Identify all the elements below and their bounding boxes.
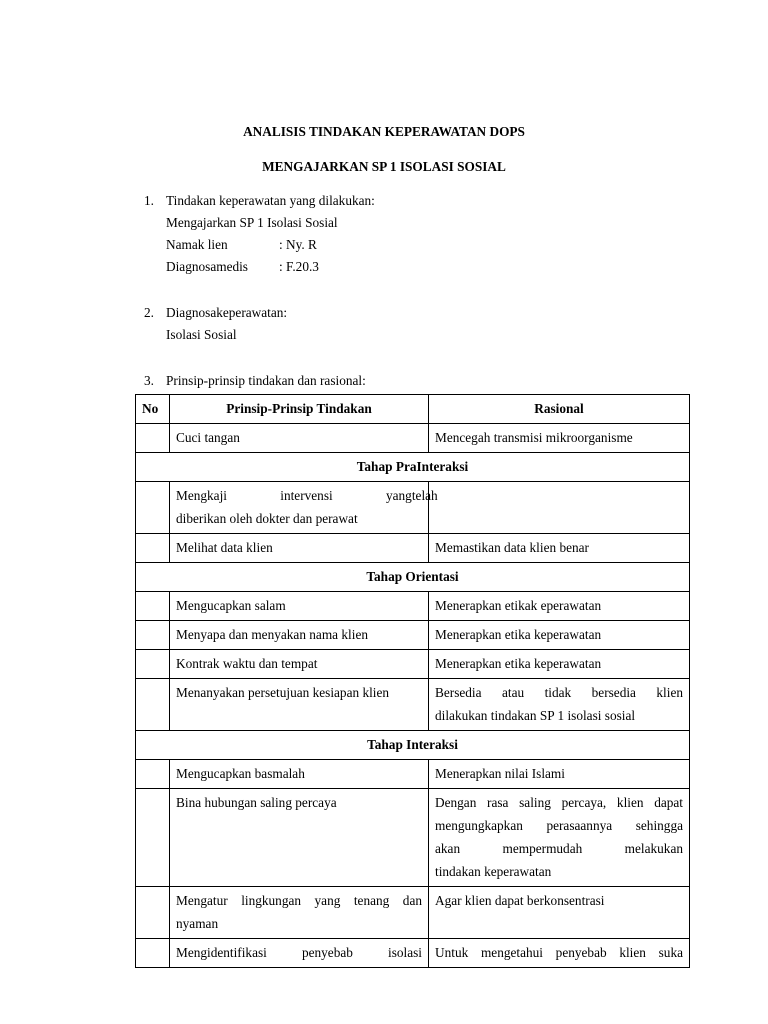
principle-cell: Kontrak waktu dan tempat <box>170 650 429 679</box>
principle-line-1: Mengidentifikasi penyebab isolasi <box>176 945 422 960</box>
table-row <box>136 592 690 621</box>
row-no <box>136 621 170 650</box>
row-no <box>136 939 170 968</box>
stage-prainteraksi: Tahap PraInteraksi <box>136 453 690 482</box>
stage-row <box>136 453 690 482</box>
section-2-number: 2. <box>144 305 154 320</box>
row-no <box>136 534 170 563</box>
row-no <box>136 424 170 453</box>
rationale-cell: Memastikan data klien benar <box>429 534 690 563</box>
medical-diagnosis-value: : F.20.3 <box>279 259 319 274</box>
principle-line-1-right: telah <box>411 488 438 503</box>
principle-cell: Melihat data klien <box>170 534 429 563</box>
row-no <box>136 887 170 939</box>
rationale-cell <box>429 482 690 534</box>
rationale-cell: Mencegah transmisi mikroorganisme <box>429 424 690 453</box>
section-1-number: 1. <box>144 193 154 208</box>
principle-line-1-left: Mengkaji intervensi yang <box>176 488 412 503</box>
section-2-heading: Diagnosakeperawatan: <box>166 305 288 320</box>
principle-cell <box>170 887 429 939</box>
section-1-action: Mengajarkan SP 1 Isolasi Sosial <box>166 215 338 230</box>
section-3-heading: Prinsip-prinsip tindakan dan rasional: <box>166 373 366 388</box>
document-title: ANALISIS TINDAKAN KEPERAWATAN DOPS <box>243 124 525 139</box>
medical-diagnosis-label: Diagnosamedis <box>166 259 248 274</box>
rationale-line-1: Bersedia atau tidak bersedia klien <box>435 685 683 700</box>
rationale-line-2: dilakukan tindakan SP 1 isolasi sosial <box>435 708 636 723</box>
row-no <box>136 482 170 534</box>
row-no <box>136 760 170 789</box>
rationale-line-4: tindakan keperawatan <box>435 864 552 879</box>
table-row <box>136 887 690 939</box>
rationale-cell: Menerapkan etika keperawatan <box>429 621 690 650</box>
table-row <box>136 424 690 453</box>
principle-cell: Bina hubungan saling percaya <box>170 789 429 887</box>
rationale-line-3: akan mempermudah melakukan <box>435 841 683 856</box>
section-3-number: 3. <box>144 373 154 388</box>
nursing-diagnosis-value: Isolasi Sosial <box>166 327 237 342</box>
principle-cell: Cuci tangan <box>170 424 429 453</box>
table-row <box>136 760 690 789</box>
header-rationale: Rasional <box>429 395 690 424</box>
stage-row <box>136 563 690 592</box>
row-no <box>136 679 170 731</box>
principle-cell: Mengucapkan basmalah <box>170 760 429 789</box>
rationale-line-2: mengungkapkan perasaannya sehingga <box>435 818 683 833</box>
rationale-cell: Menerapkan nilai Islami <box>429 760 690 789</box>
table-row <box>136 939 690 968</box>
rationale-cell <box>429 939 690 968</box>
row-no <box>136 650 170 679</box>
table-row <box>136 679 690 731</box>
rationale-cell: Menerapkan etikak eperawatan <box>429 592 690 621</box>
table-row <box>136 789 690 887</box>
table-row <box>136 482 690 534</box>
table-row <box>136 621 690 650</box>
table-row <box>136 534 690 563</box>
principles-table <box>135 394 690 968</box>
stage-interaksi: Tahap Interaksi <box>136 731 690 760</box>
principle-line-1: Mengatur lingkungan yang tenang dan <box>176 893 422 908</box>
principle-cell <box>170 939 429 968</box>
row-no <box>136 789 170 887</box>
rationale-cell: Agar klien dapat berkonsentrasi <box>429 887 690 939</box>
stage-orientasi: Tahap Orientasi <box>136 563 690 592</box>
principle-line-2: diberikan oleh dokter dan perawat <box>176 511 358 526</box>
rationale-cell: Menerapkan etika keperawatan <box>429 650 690 679</box>
table-row <box>136 650 690 679</box>
principle-cell: Mengucapkan salam <box>170 592 429 621</box>
client-name-label: Namak lien <box>166 237 228 252</box>
rationale-line-1: Untuk mengetahui penyebab klien suka <box>435 945 683 960</box>
table-header-row <box>136 395 690 424</box>
row-no <box>136 592 170 621</box>
section-1-heading: Tindakan keperawatan yang dilakukan: <box>166 193 375 208</box>
header-principles: Prinsip-Prinsip Tindakan <box>170 395 429 424</box>
principle-cell: Menyapa dan menyakan nama klien <box>170 621 429 650</box>
stage-row <box>136 731 690 760</box>
header-no: No <box>136 395 170 424</box>
principle-cell <box>170 482 438 534</box>
document-subtitle: MENGAJARKAN SP 1 ISOLASI SOSIAL <box>262 159 506 174</box>
principle-line-2: nyaman <box>176 916 219 931</box>
rationale-cell <box>429 789 690 887</box>
rationale-cell <box>429 679 690 731</box>
principle-cell: Menanyakan persetujuan kesiapan klien <box>170 679 429 731</box>
principle-line-1 <box>176 484 438 507</box>
client-name-value: : Ny. R <box>279 237 317 252</box>
rationale-line-1: Dengan rasa saling percaya, klien dapat <box>435 795 683 810</box>
